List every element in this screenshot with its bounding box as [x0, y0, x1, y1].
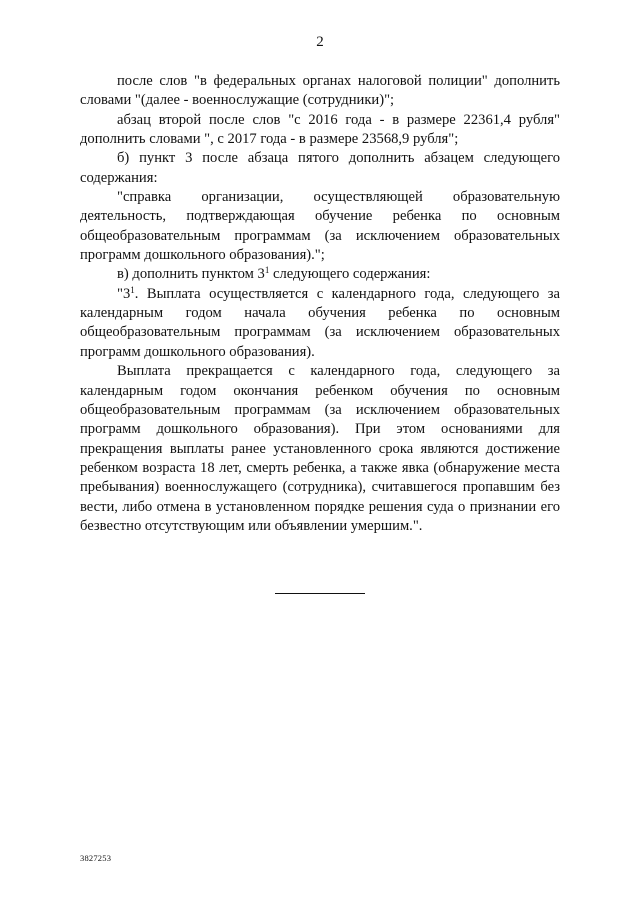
paragraph-amendment-2: абзац второй после слов "с 2016 года - в размере 22361,4 рубля" дополнить словами ", с 2017 года - в размере 23568,9 рубля"; — [80, 111, 560, 148]
item-v-text-end: следующего содержания: — [269, 266, 431, 283]
page-number: 2 — [316, 34, 324, 50]
document-code: 3827253 — [80, 853, 112, 863]
document-body — [80, 72, 560, 536]
clause-3-1-superscript: 1 — [130, 284, 135, 295]
paragraph-amendment-1: после слов "в федеральных органах налоговой полиции" дополнить словами "(далее - военнослужащие (сотрудники)"; — [80, 73, 560, 109]
paragraph-clause-3-1 — [80, 285, 560, 362]
paragraph-certificate-quote: "справка организации, осуществляющей образовательную деятельность, подтверждающая обучение ребенка по основным общеобразовательным программам (за исключением образовательных программ дошкольного образования)."; — [80, 189, 560, 264]
item-v-text-start: в) дополнить пунктом 3 — [117, 266, 265, 283]
closing-divider — [275, 593, 365, 594]
item-v-superscript: 1 — [264, 265, 270, 276]
clause-3-1-number: "3 — [117, 285, 131, 302]
paragraph-termination: Выплата прекращается с календарного года, следующего за календарным годом окончания ребенком обучения по основным общеобразовательным программам (за исключением образовательных программ дошкольного образования). При этом основаниями для прекращения выплаты ранее установленного срока являются достижение ребенком возраста 18 лет, смерть ребенка, а также явка (обнаружение места пребывания) военнослужащего (сотрудника), считавшегося пропавшим без вести, либо отмена в установленном порядке решения суда о признании его безвестно отсутствующим или объявлении умершим.". — [80, 363, 560, 534]
paragraph-item-v — [80, 265, 560, 284]
paragraph-item-b: б) пункт 3 после абзаца пятого дополнить абзацем следующего содержания: — [80, 150, 560, 186]
clause-3-1-text: . Выплата осуществляется с календарного года, следующего за календарным годом начала обучения ребенка по основным общеобразовательным программам (за исключением образовательных программ дошкольного образования). — [80, 285, 560, 360]
